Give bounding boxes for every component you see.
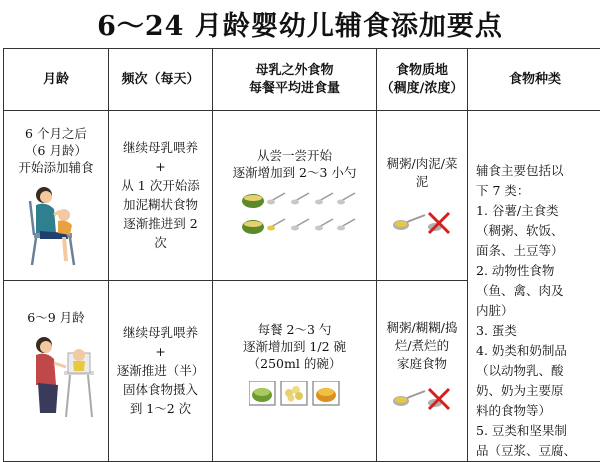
food-types-cell — [468, 111, 600, 462]
amount-cell — [213, 111, 377, 281]
feeding-table — [3, 48, 600, 462]
mother-baby-highchair-illustration — [22, 333, 98, 419]
food-type-line: 3. 蛋类 — [476, 321, 598, 341]
food-type-line: （稠粥、软饭、 — [476, 221, 598, 241]
mother-feeding-baby-illustration — [16, 181, 96, 267]
header-amount-line1: 母乳之外食物 — [213, 62, 376, 80]
amount-cell — [213, 280, 377, 461]
food-type-line: 面条、土豆等） — [476, 241, 598, 261]
page-title: 6～24 月龄婴幼儿辅食添加要点 — [0, 4, 600, 43]
texture-line: 烂/煮烂的 — [377, 337, 467, 355]
frequency-line: 到 1～2 次 — [115, 399, 206, 418]
header-texture-line2: （稠度/浓度） — [377, 80, 467, 98]
spoon-cross-illustration — [391, 381, 455, 411]
header-row — [4, 49, 600, 111]
frequency-line: 继续母乳喂养 — [115, 138, 206, 157]
texture-cell — [377, 111, 468, 281]
amount-line: 从尝一尝开始 — [213, 147, 376, 164]
texture-line: 泥 — [377, 173, 467, 191]
food-type-line: 辅食主要包括以 — [476, 161, 598, 181]
header-amount — [213, 49, 377, 111]
header-texture-line1: 食物质地 — [377, 62, 467, 80]
frequency-cell — [109, 111, 213, 281]
food-type-line: 内脏） — [476, 301, 598, 321]
frequency-line: 固体食物摄入 — [115, 380, 206, 399]
age-line: （6 月龄） — [4, 142, 108, 159]
frequency-plus: + — [115, 157, 206, 176]
frequency-line: 逐渐推进到 2 — [115, 214, 206, 233]
frequency-line: 从 1 次开始添 — [115, 176, 206, 195]
bowls-and-spoons-illustration — [241, 187, 361, 243]
age-line: 6 个月之后 — [4, 125, 108, 142]
texture-line: 家庭食物 — [377, 355, 467, 373]
food-type-line: 品（豆浆、豆腐、 — [476, 441, 598, 461]
food-type-line: 5. 豆类和坚果制 — [476, 421, 598, 441]
table-row — [4, 111, 600, 281]
amount-line: 每餐 2～3 勺 — [213, 321, 376, 338]
amount-line: （250ml 的碗） — [213, 355, 376, 372]
age-line: 开始添加辅食 — [4, 159, 108, 176]
food-type-line: 下 7 类： — [476, 181, 598, 201]
texture-cell — [377, 280, 468, 461]
food-type-line: 奶、奶为主要原 — [476, 381, 598, 401]
frequency-line: 逐渐推进（半） — [115, 361, 206, 380]
header-age: 月龄 — [4, 49, 109, 111]
header-types: 食物种类 — [468, 49, 600, 111]
food-type-line: 4. 奶类和奶制品 — [476, 341, 598, 361]
texture-line: 稠粥/糊糊/捣 — [377, 319, 467, 337]
spoon-cross-illustration — [391, 205, 455, 235]
food-type-line: 1. 谷薯/主食类 — [476, 201, 598, 221]
food-type-line: 料的食物等） — [476, 401, 598, 421]
frequency-line: 加泥糊状食物 — [115, 195, 206, 214]
texture-line: 稠粥/肉泥/菜 — [377, 155, 467, 173]
amount-line: 逐渐增加到 2～3 小勺 — [213, 164, 376, 181]
frequency-cell — [109, 280, 213, 461]
header-amount-line2: 每餐平均进食量 — [213, 80, 376, 98]
header-texture — [377, 49, 468, 111]
age-cell — [4, 280, 109, 461]
frequency-plus: + — [115, 342, 206, 361]
food-type-line: （鱼、禽、肉及 — [476, 281, 598, 301]
frequency-line: 继续母乳喂养 — [115, 323, 206, 342]
food-bowls-illustration — [249, 381, 341, 407]
frequency-line: 次 — [115, 233, 206, 252]
age-cell — [4, 111, 109, 281]
food-type-line: （以动物乳、酸 — [476, 361, 598, 381]
food-type-line: 2. 动物性食物 — [476, 261, 598, 281]
age-line: 6～9 月龄 — [4, 309, 108, 326]
amount-line: 逐渐增加到 1/2 碗 — [213, 338, 376, 355]
header-frequency: 频次（每天） — [109, 49, 213, 111]
